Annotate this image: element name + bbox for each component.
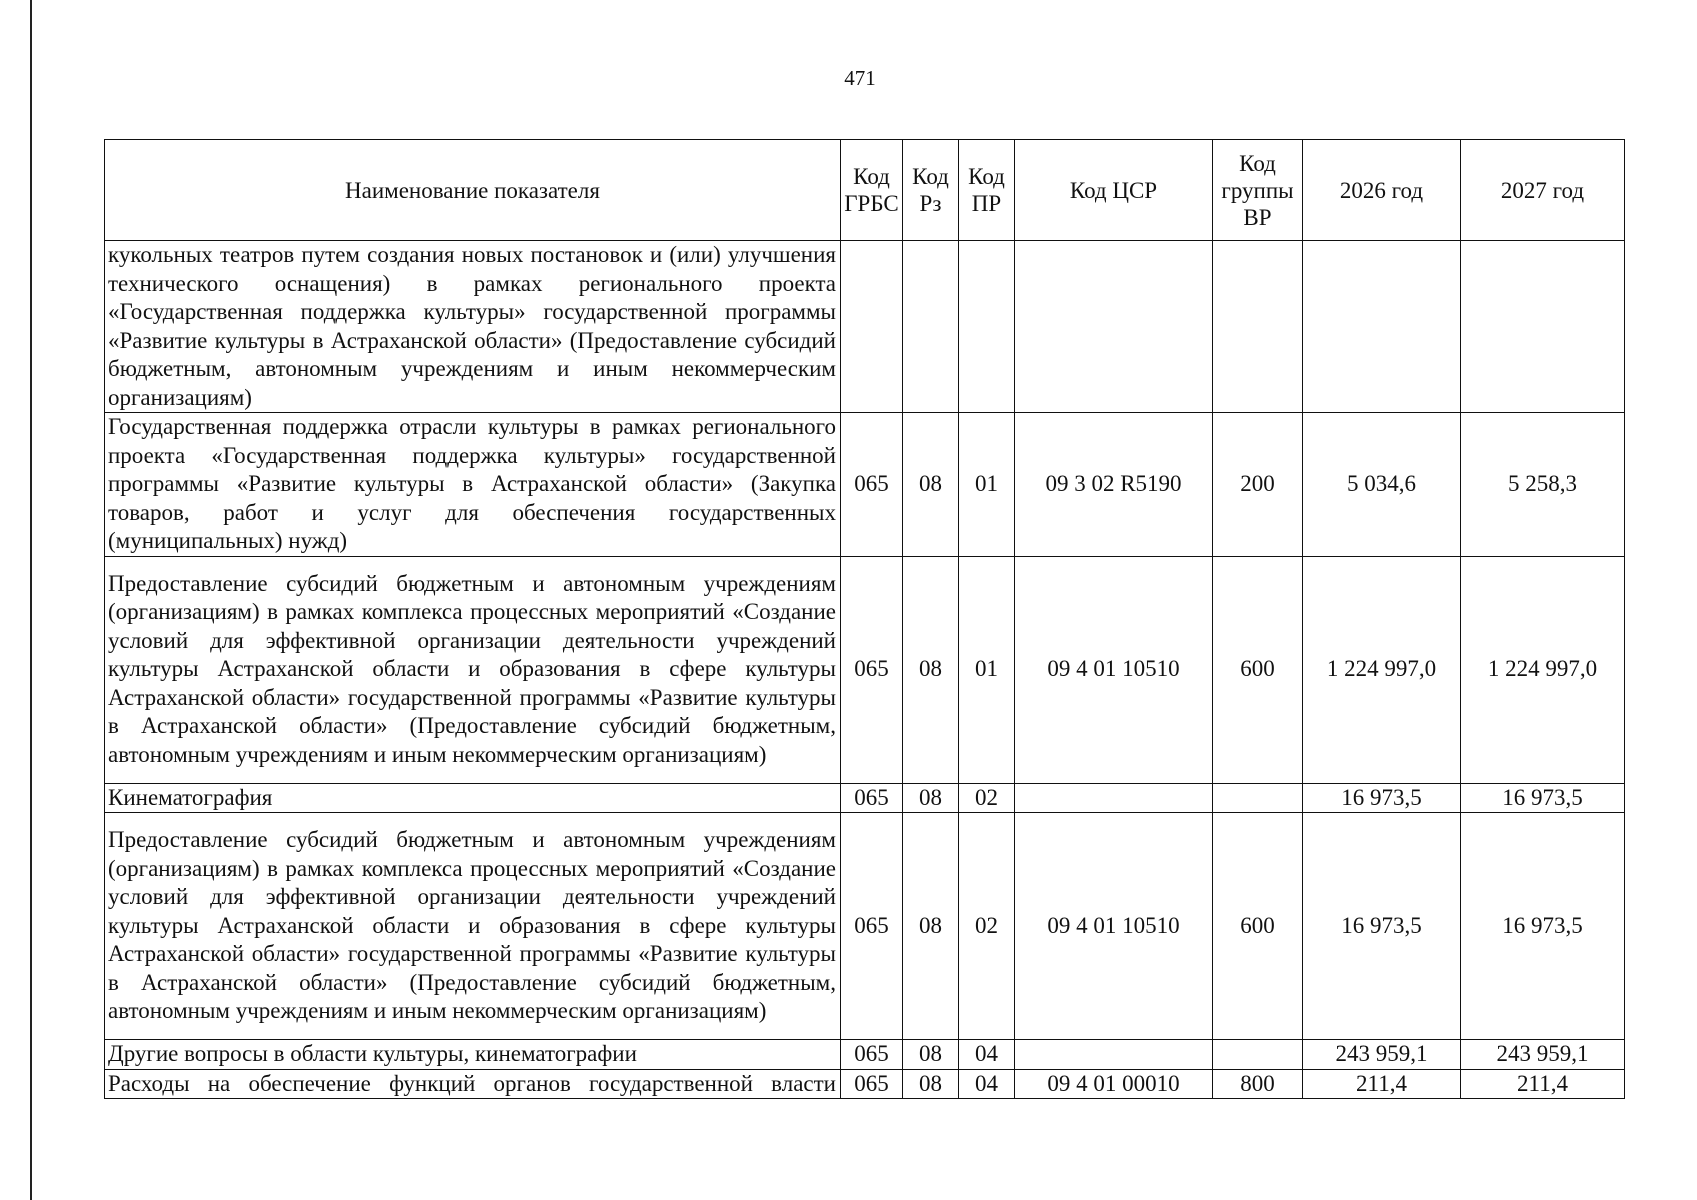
row-2027: 1 224 997,0	[1461, 556, 1625, 783]
row-pr: 02	[959, 783, 1015, 813]
table-header-row	[105, 140, 1625, 241]
table-row	[105, 783, 1625, 813]
table-row	[105, 813, 1625, 1040]
row-grbs: 065	[841, 783, 903, 813]
header-2026: 2026 год	[1303, 140, 1461, 241]
row-name: Государственная поддержка отрасли культуры в рамках регионального проекта «Государственная поддержка культуры» государственной программы «Развитие культуры в Астраханской области» (Закупка товаров, работ и услуг для обеспечения государственных (муниципальных) нужд)	[105, 413, 841, 557]
row-rz: 08	[903, 783, 959, 813]
row-pr: 01	[959, 413, 1015, 557]
table-row	[105, 1069, 1625, 1099]
row-grbs: 065	[841, 413, 903, 557]
row-2026: 243 959,1	[1303, 1040, 1461, 1070]
row-vr: 800	[1213, 1069, 1303, 1099]
row-vr: 200	[1213, 413, 1303, 557]
row-2026: 1 224 997,0	[1303, 556, 1461, 783]
row-2026: 16 973,5	[1303, 813, 1461, 1040]
header-rz: Код Рз	[903, 140, 959, 241]
row-pr	[959, 241, 1015, 413]
budget-table	[104, 139, 1625, 1099]
row-rz: 08	[903, 1069, 959, 1099]
row-2026	[1303, 241, 1461, 413]
page-number: 471	[844, 66, 876, 90]
row-vr: 600	[1213, 556, 1303, 783]
row-2027: 211,4	[1461, 1069, 1625, 1099]
header-pr: Код ПР	[959, 140, 1015, 241]
row-pr: 01	[959, 556, 1015, 783]
row-name: Другие вопросы в области культуры, кинематографии	[105, 1040, 841, 1070]
row-vr	[1213, 241, 1303, 413]
row-name: Предоставление субсидий бюджетным и автономным учреждениям (организациям) в рамках комплекса процессных мероприятий «Создание условий для эффективной организации деятельности учреждений культуры Астраханской области и образования в сфере культуры Астраханской области» государственной программы «Развитие культуры в Астраханской области» (Предоставление субсидий бюджетным, автономным учреждениям и иным некоммерческим организациям)	[105, 556, 841, 783]
row-2027: 16 973,5	[1461, 813, 1625, 1040]
header-csr: Код ЦСР	[1015, 140, 1213, 241]
row-2026: 16 973,5	[1303, 783, 1461, 813]
row-grbs: 065	[841, 1040, 903, 1070]
row-2026: 211,4	[1303, 1069, 1461, 1099]
row-csr: 09 4 01 10510	[1015, 813, 1213, 1040]
row-2027: 5 258,3	[1461, 413, 1625, 557]
row-grbs: 065	[841, 813, 903, 1040]
header-2027: 2027 год	[1461, 140, 1625, 241]
row-2026: 5 034,6	[1303, 413, 1461, 557]
row-vr	[1213, 1040, 1303, 1070]
row-vr: 600	[1213, 813, 1303, 1040]
row-grbs: 065	[841, 556, 903, 783]
row-csr	[1015, 1040, 1213, 1070]
table-row	[105, 1040, 1625, 1070]
row-rz: 08	[903, 413, 959, 557]
row-pr: 04	[959, 1069, 1015, 1099]
row-rz	[903, 241, 959, 413]
table-row	[105, 413, 1625, 557]
row-pr: 04	[959, 1040, 1015, 1070]
row-grbs: 065	[841, 1069, 903, 1099]
row-csr: 09 3 02 R5190	[1015, 413, 1213, 557]
header-vr: Код группы ВР	[1213, 140, 1303, 241]
header-name: Наименование показателя	[105, 140, 841, 241]
header-grbs: Код ГРБС	[841, 140, 903, 241]
row-vr	[1213, 783, 1303, 813]
row-name: кукольных театров путем создания новых постановок и (или) улучшения технического оснащения) в рамках регионального проекта «Государственная поддержка культуры» государственной программы «Развитие культуры в Астраханской области» (Предоставление субсидий бюджетным, автономным учреждениям и иным некоммерческим организациям)	[105, 241, 841, 413]
binding-margin-line	[30, 0, 32, 1200]
row-2027: 16 973,5	[1461, 783, 1625, 813]
row-name: Кинематография	[105, 783, 841, 813]
row-csr: 09 4 01 00010	[1015, 1069, 1213, 1099]
row-2027	[1461, 241, 1625, 413]
row-grbs	[841, 241, 903, 413]
row-csr	[1015, 241, 1213, 413]
row-csr	[1015, 783, 1213, 813]
row-2027: 243 959,1	[1461, 1040, 1625, 1070]
row-name: Предоставление субсидий бюджетным и автономным учреждениям (организациям) в рамках комплекса процессных мероприятий «Создание условий для эффективной организации деятельности учреждений культуры Астраханской области и образования в сфере культуры Астраханской области» государственной программы «Развитие культуры в Астраханской области» (Предоставление субсидий бюджетным, автономным учреждениям и иным некоммерческим организациям)	[105, 813, 841, 1040]
row-rz: 08	[903, 813, 959, 1040]
row-csr: 09 4 01 10510	[1015, 556, 1213, 783]
row-rz: 08	[903, 556, 959, 783]
table-row	[105, 241, 1625, 413]
row-pr: 02	[959, 813, 1015, 1040]
row-name: Расходы на обеспечение функций органов государственной власти	[105, 1069, 841, 1099]
table-row	[105, 556, 1625, 783]
row-rz: 08	[903, 1040, 959, 1070]
